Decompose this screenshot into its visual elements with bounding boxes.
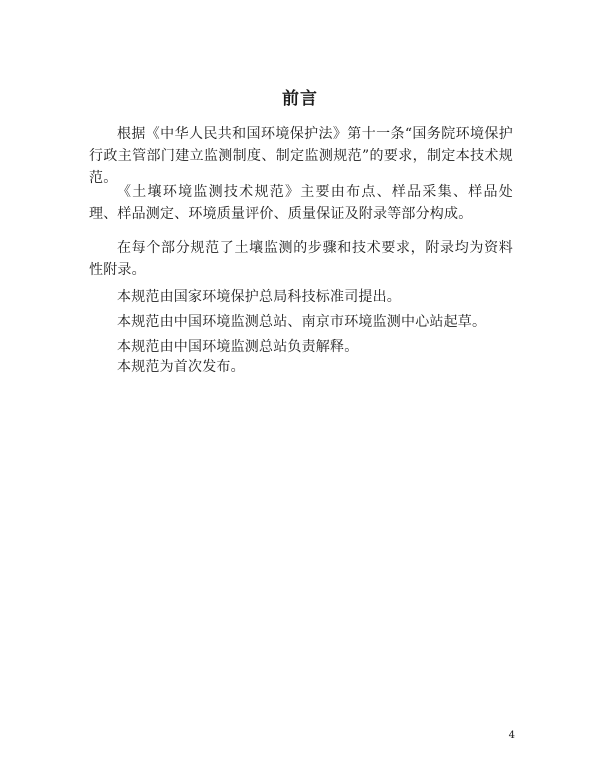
page-title: 前言 xyxy=(282,89,318,109)
paragraph-release: 本规范为首次发布。 xyxy=(117,359,245,375)
page-number: 4 xyxy=(508,730,515,741)
paragraph-proposer: 本规范由国家环境保护总局科技标准司提出。 xyxy=(117,289,401,305)
paragraph-structure: 《土壤环境监测技术规范》主要由布点、样品采集、样品处理、样品测定、环境质量评价、质量保证及附录等部分构成。 xyxy=(89,184,513,222)
paragraph-basis: 根据《中华人民共和国环境保护法》第十一条“国务院环境保护行政主管部门建立监测制度、制定监测规范”的要求，制定本技术规范。 xyxy=(89,126,513,186)
paragraph-interpreter: 本规范由中国环境监测总站负责解释。 xyxy=(117,339,359,355)
paragraph-drafter: 本规范由中国环境监测总站、南京市环境监测中心站起草。 xyxy=(117,314,487,330)
paragraph-appendix: 在每个部分规范了土壤监测的步骤和技术要求，附录均为资料性附录。 xyxy=(89,240,513,278)
